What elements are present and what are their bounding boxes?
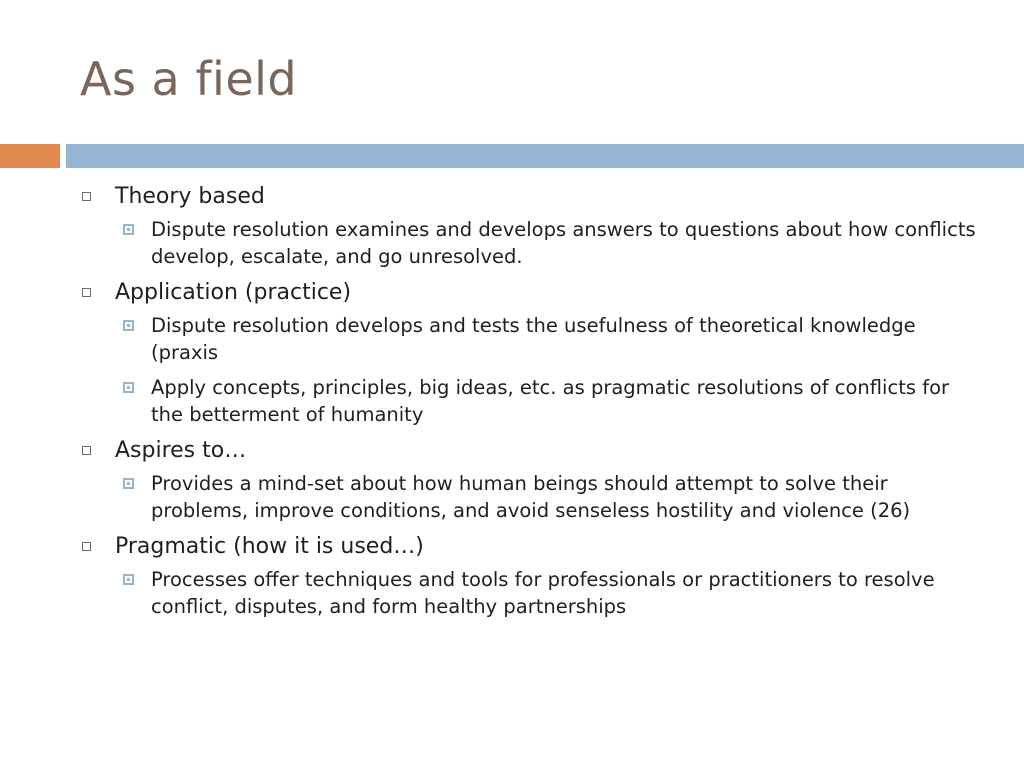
title-divider-bar	[66, 144, 1024, 168]
square-sub-bullet-icon	[123, 224, 134, 235]
sub-bullet-item	[80, 374, 980, 428]
sub-bullet-item	[80, 312, 980, 366]
sub-bullet-text: Processes offer techniques and tools for professionals or practitioners to resolve conflict, disputes, and form healthy partnerships	[151, 568, 935, 618]
bullet-item	[80, 532, 980, 562]
bullet-text: Pragmatic (how it is used…)	[115, 534, 424, 559]
square-sub-bullet-icon	[123, 382, 134, 393]
sub-bullet-list	[80, 216, 980, 270]
bullet-text: Theory based	[115, 184, 265, 209]
square-sub-bullet-icon	[123, 574, 134, 585]
square-bullet-icon	[82, 542, 91, 551]
bullet-group	[80, 278, 980, 428]
sub-bullet-item	[80, 566, 980, 620]
bullet-item	[80, 436, 980, 466]
bullet-item	[80, 278, 980, 308]
square-bullet-icon	[82, 192, 91, 201]
bullet-item	[80, 182, 980, 212]
bullet-group	[80, 532, 980, 620]
sub-bullet-text: Provides a mind-set about how human beings should attempt to solve their problems, improve conditions, and avoid senseless hostility and violence (26)	[151, 472, 911, 522]
sub-bullet-list	[80, 312, 980, 428]
bullet-group	[80, 182, 980, 270]
slide-title: As a field	[80, 52, 298, 106]
square-sub-bullet-icon	[123, 478, 134, 489]
square-bullet-icon	[82, 288, 91, 297]
square-sub-bullet-icon	[123, 320, 134, 331]
sub-bullet-text: Dispute resolution develops and tests the usefulness of theoretical knowledge (praxis	[151, 314, 916, 364]
sub-bullet-list	[80, 470, 980, 524]
sub-bullet-text: Apply concepts, principles, big ideas, etc. as pragmatic resolutions of conflicts for the betterment of humanity	[151, 376, 950, 426]
sub-bullet-item	[80, 470, 980, 524]
bullet-list	[80, 182, 980, 628]
square-bullet-icon	[82, 446, 91, 455]
sub-bullet-item	[80, 216, 980, 270]
bullet-text: Application (practice)	[115, 280, 352, 305]
title-accent-bar	[0, 144, 60, 168]
bullet-group	[80, 436, 980, 524]
sub-bullet-text: Dispute resolution examines and develops answers to questions about how conflicts develop, escalate, and go unresolved.	[151, 218, 976, 268]
bullet-text: Aspires to…	[115, 438, 247, 463]
sub-bullet-list	[80, 566, 980, 620]
